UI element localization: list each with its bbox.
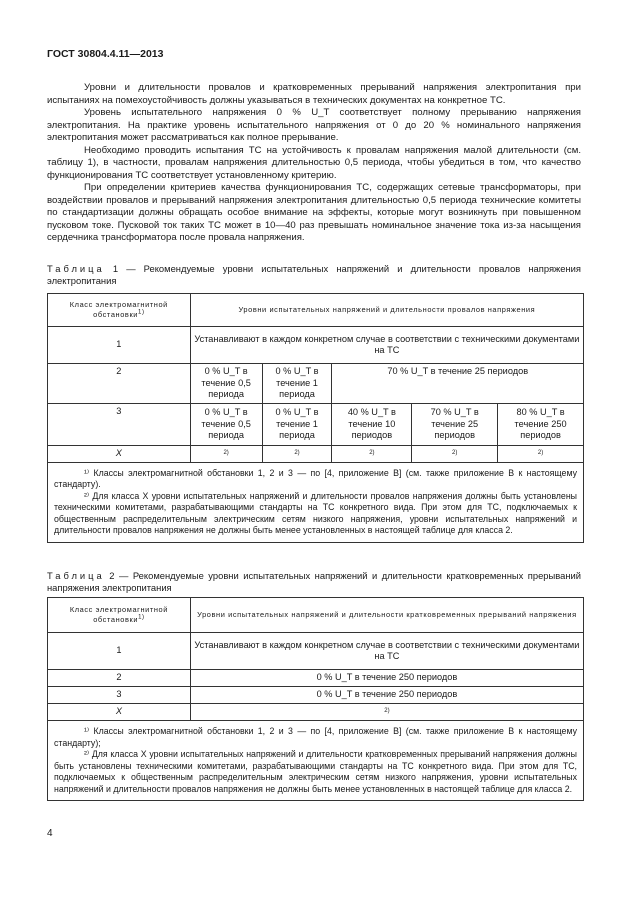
table-cell: 80 % U_T в течение 250 периодов [498, 404, 584, 446]
table1-col1-header: Класс электромагнитной обстановки$^{1)}$ [48, 294, 191, 327]
table1 [47, 293, 584, 543]
table2-col1-header: Класс электромагнитной обстановки$^{1)}$ [48, 598, 191, 633]
table-cell: Устанавливают в каждом конкретном случае в соответствии с техническими документами на ТС [190, 327, 583, 364]
table1-col2-header: Уровни испытательных напряжений и длительности провалов напряжения [190, 294, 583, 327]
table-cell: 2 [48, 364, 191, 404]
caption-text: 1 — Рекомендуемые уровни испытательных напряжений и длительности провалов напряжения электропитания [47, 263, 581, 286]
paragraph: Уровень испытательного напряжения 0 % U_T соответствует полному прерыванию напряжения электропитания. На практике уровень испытательного напряжения от 0 до 20 % номинального напряжения электропитания может рассматриваться как полное прерывание. [47, 107, 581, 143]
table-cell: 0 % U_T в течение 1 периода [262, 364, 332, 404]
table1-caption [47, 263, 581, 287]
table-cell: 1 [48, 327, 191, 364]
table-cell: 40 % U_T в течение 10 периодов [332, 404, 412, 446]
table-cell: 2) [190, 704, 583, 721]
caption-label: Таблица [47, 263, 105, 274]
table-cell: 2 [48, 670, 191, 687]
table2-col2-header: Уровни испытательных напряжений и длительности кратковременных прерываний напряжения [190, 598, 583, 633]
table-cell: 70 % U_T в течение 25 периодов [332, 364, 584, 404]
table-cell: X [48, 446, 191, 463]
table-cell: 2) [498, 446, 584, 463]
table-cell: X [48, 704, 191, 721]
paragraph: При определении критериев качества функционирования ТС, содержащих сетевые трансформаторы, при воздействии провалов и прерываний напряжения электропитания длительностью 0,5 периода технические комитеты по стандартизации должны обращать особое внимание на эффекты, которые могут возникнуть при повышенном пусковом токе. Пусковой ток таких ТС может в 10—40 раз превышать номинальное значение тока из-за насыщения сердечника трансформатора после провала напряжения. [47, 182, 581, 243]
table-cell: 3 [48, 404, 191, 446]
footnote: ²⁾ Для класса X уровни испытательных напряжений и длительности провалов напряжения должны быть установлены техническими комитетами, разрабатывающими стандарты на ТС конкретного вида. При этом для ТС, подключаемых к общественным распределительным электрическим сетям низкого напряжения, уровни испытательных напряжений и длительности провалов напряжения не должны быть менее установленных в настоящей таблице для класса 2. [54, 490, 577, 535]
table-cell: 2) [190, 446, 262, 463]
footnote: ¹⁾ Классы электромагнитной обстановки 1, 2 и 3 — по [4, приложение В] (см. также приложение В к настоящему стандарту). [54, 467, 577, 489]
body-text [47, 82, 581, 245]
caption-text: 2 — Рекомендуемые уровни испытательных напряжений и длительности кратковременных прерываний напряжения электропитания [47, 570, 581, 593]
table2 [47, 597, 584, 801]
footnote: ¹⁾ Классы электромагнитной обстановки 1, 2 и 3 — по [4, приложение В] (см. также приложение В к настоящему стандарту); [54, 726, 577, 748]
table1-footnotes [48, 462, 584, 542]
table-cell: 0 % U_T в течение 250 периодов [190, 670, 583, 687]
document-header: ГОСТ 30804.4.11—2013 [47, 48, 164, 60]
table-cell: 2) [412, 446, 498, 463]
table-cell: 3 [48, 687, 191, 704]
table-cell: 2) [332, 446, 412, 463]
footnote: ²⁾ Для класса X уровни испытательных напряжений и длительности кратковременных прерываний напряжения должны быть установлены техническими комитетами, разрабатывающими стандарты на ТС конкретного вида. При этом для ТС, подключаемых к общественным распределительным электрическим сетям низкого напряжения, уровни испытательных напряжений и длительности провалов напряжения не должны быть менее установленных в настоящей таблице для класса 2. [54, 749, 577, 794]
table-cell: 70 % U_T в течение 25 периодов [412, 404, 498, 446]
table-cell: 2) [262, 446, 332, 463]
table2-caption [47, 570, 581, 594]
table-cell: 0 % U_T в течение 1 периода [262, 404, 332, 446]
caption-label: Таблица [47, 570, 105, 581]
table-cell: 1 [48, 633, 191, 670]
paragraph: Необходимо проводить испытания ТС на устойчивость к провалам напряжения малой длительности (см. таблицу 1), в частности, провалам напряжения длительностью 0,5 периода, чтобы убедиться в том, что качество функционирования ТС соответствует установленному критерию. [47, 144, 581, 181]
table-cell: 0 % U_T в течение 250 периодов [190, 687, 583, 704]
page-number: 4 [47, 828, 53, 839]
table-cell: 0 % U_T в течение 0,5 периода [190, 364, 262, 404]
table-cell: 0 % U_T в течение 0,5 периода [190, 404, 262, 446]
paragraph: Уровни и длительности провалов и кратковременных прерываний напряжения электропитания при испытаниях на помехоустойчивость должны указываться в технических документах на конкретное ТС. [47, 82, 581, 106]
table2-footnotes [48, 721, 584, 801]
table-cell: Устанавливают в каждом конкретном случае в соответствии с техническими документами на ТС [190, 633, 583, 670]
